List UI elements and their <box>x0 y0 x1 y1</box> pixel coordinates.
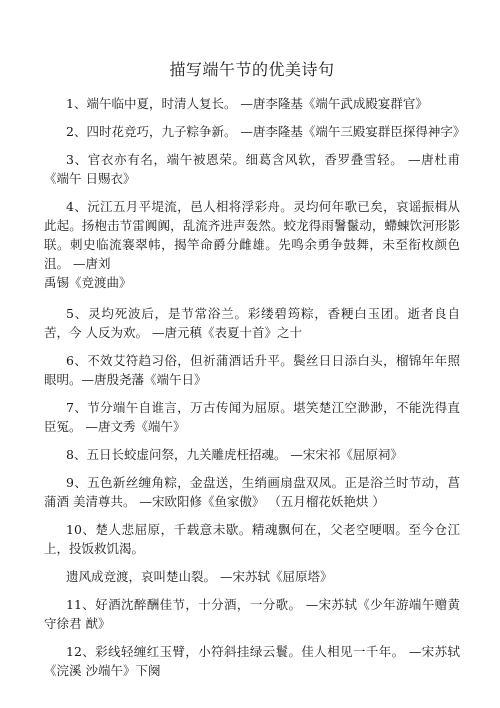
poem-paragraph-9: 9、五色新丝缠角粽，金盘送，生绡画扇盘双凤。正是浴兰时节动，菖蒲酒 美清尊共。 —宋欧阳修《鱼家傲》 （五月榴花妖艳烘 ） <box>44 475 460 509</box>
poem-paragraph-10: 10、楚人悲屈原，千载意未歇。精魂飘何在，父老空哽咽。至今仓江上，投饭救饥渴。 <box>44 522 460 556</box>
poem-paragraph-12: 12、彩线轻缠红玉臂，小符斜挂绿云鬟。佳人相见一千年。 —宋苏轼《浣溪 沙端午》下阕 <box>44 644 460 678</box>
poem-paragraph-4-continued: 禹锡《竞渡曲》 <box>44 275 132 290</box>
poem-paragraph-4: 4、沅江五月平堤流，邑人相将浮彩舟。灵均何年歌已矣，哀谣振楫从此起。扬枹击节雷阗阗，乱流齐进声轰然。蛟龙得雨鬐鬣动，螮蝀饮河形影联。刺史临流褰翠帏，揭竿命爵分雌雄。先鸣余勇争鼓舞，未至衔枚颜色沮。 —唐刘 <box>44 199 460 271</box>
document-title: 描写端午节的优美诗句 <box>169 60 335 79</box>
poem-paragraph-10-continued: 遗风成竞渡，哀叫楚山裂。 —宋苏轼《屈原塔》 <box>66 569 333 584</box>
poem-paragraph-11: 11、好酒沈醉酬佳节，十分酒，一分歌。 —宋苏轼《少年游端午赠黄守徐君 猷》 <box>44 597 460 631</box>
poem-paragraph-8: 8、五日长蛟虚问祭，九关雕虎枉招魂。 —宋宋祁《屈原祠》 <box>66 447 403 462</box>
poem-paragraph-2: 2、四时花竞巧，九子粽争新。 —唐李隆基《端午三殿宴群臣探得神字》 <box>66 124 466 139</box>
poem-paragraph-1: 1、端午临中夏，时清人复长。 —唐李隆基《端午武成殿宴群官》 <box>66 96 428 111</box>
poem-paragraph-3: 3、官衣亦有名，端午被恩荣。细葛含风软，香罗叠雪轻。 —唐杜甫《端午 日赐衣》 <box>44 152 460 186</box>
poem-paragraph-6: 6、不效艾符趋习俗，但祈蒲酒话升平。鬓丝日日添白头，榴锦年年照眼明。—唐殷尧藩《端午日》 <box>44 353 460 387</box>
poem-paragraph-7: 7、节分端午自谁言，万古传闻为屈原。堪笑楚江空渺渺，不能洗得直臣冤。 —唐文秀《端午》 <box>44 400 460 434</box>
poem-paragraph-5: 5、灵均死波后，是节常浴兰。彩缕碧筠粽，香粳白玉团。逝者良自苦，今 人反为欢。 —唐元稹《表夏十首》之十 <box>44 306 460 340</box>
